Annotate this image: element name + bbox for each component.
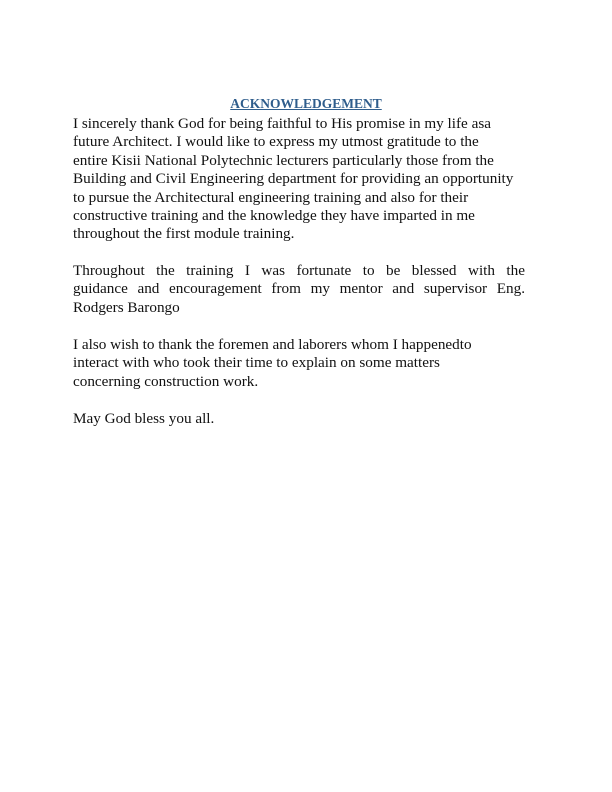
text-line: entire Kisii National Polytechnic lecturers particularly those from the bbox=[73, 151, 494, 169]
paragraph-mentor bbox=[73, 262, 543, 317]
text-line: I sincerely thank God for being faithful to His promise in my life asa bbox=[73, 115, 491, 132]
text-line: to pursue the Architectural engineering training and also for their bbox=[73, 188, 469, 206]
text-line: future Architect. I would like to express my utmost gratitude to the bbox=[73, 133, 479, 151]
text-line: guidance and encouragement from my mentor and supervisor Eng. bbox=[73, 280, 525, 298]
paragraph-foremen bbox=[73, 336, 543, 391]
text-line: Rodgers Barongo bbox=[73, 298, 180, 316]
text-line: Building and Civil Engineering department for providing an opportunity bbox=[73, 170, 514, 188]
page-title bbox=[0, 96, 612, 112]
text-line: concerning construction work. bbox=[73, 372, 259, 390]
paragraph-blessing bbox=[73, 410, 543, 428]
paragraph-gratitude bbox=[73, 115, 543, 244]
text-line: throughout the first module training. bbox=[73, 225, 295, 243]
text-line: May God bless you all. bbox=[73, 410, 215, 427]
text-line: Throughout the training I was fortunate to be blessed with the bbox=[73, 262, 525, 279]
text-line: interact with who took their time to explain on some matters bbox=[73, 354, 440, 372]
heading-text: ACKNOWLEDGEMENT bbox=[230, 96, 382, 111]
text-line: I also wish to thank the foremen and laborers whom I happenedto bbox=[73, 336, 472, 353]
text-line: constructive training and the knowledge they have imparted in me bbox=[73, 207, 475, 225]
